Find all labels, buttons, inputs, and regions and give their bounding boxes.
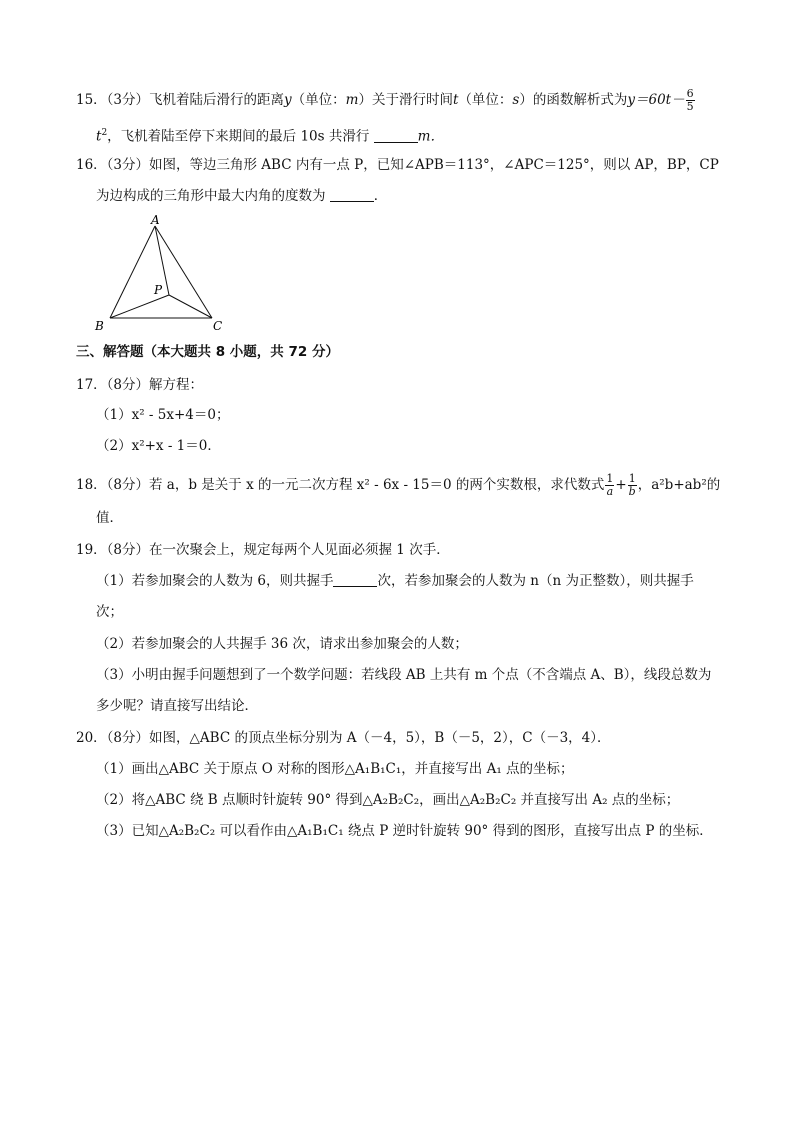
q15-var-t: t — [452, 92, 459, 108]
q15-unit-s: s — [512, 92, 520, 108]
q19-item1-text-b: 次，若参加聚会的人数为 n（n 为正整数），则共握手 — [377, 573, 694, 589]
q18-frac1-num: 1 — [606, 472, 614, 485]
q18-frac2-num: 1 — [628, 472, 636, 485]
q15-line2-t: t — [96, 128, 102, 145]
q15-line2 — [96, 124, 444, 146]
q17-item1: （1）x² - 5x+4＝0； — [96, 407, 230, 423]
edge-ab — [110, 226, 155, 318]
q15-line2-text: ，飞机着陆至停下来期间的最后 10s 共滑行 — [107, 128, 374, 145]
label-b: B — [95, 319, 104, 333]
q15-line1 — [76, 88, 696, 113]
q18-frac2-den: b — [628, 485, 636, 498]
q18-text-b: ，a²b+ab²的 — [637, 477, 721, 493]
q19-answer-blank[interactable] — [333, 574, 377, 587]
q15-line2-end: m． — [417, 128, 444, 145]
q19-item1-cont: 次； — [96, 604, 123, 620]
q15-line2-exp: 2 — [101, 128, 108, 138]
q15-unit-m: m — [345, 92, 359, 108]
label-c: C — [213, 319, 223, 333]
segment-cp — [169, 295, 212, 318]
q19-item3-cont: 多少呢？请直接写出结论． — [96, 698, 258, 714]
q18-frac1-den: a — [606, 485, 614, 498]
q19-item1-text-a: （1）若参加聚会的人数为 6，则共握手 — [96, 573, 334, 589]
q18-line1 — [76, 473, 720, 498]
q18-frac2 — [628, 473, 637, 498]
q15-text-d: （单位： — [458, 92, 513, 108]
q15-text-e: ）的函数解析式为 — [519, 92, 628, 108]
q20-item1: （1）画出△ABC 关于原点 O 对称的图形△A₁B₁C₁，并直接写出 A₁ 点的坐标； — [96, 761, 574, 777]
q17-item2: （2）x²+x - 1＝0． — [96, 438, 221, 454]
q18-text-a: 18．（8分）若 a，b 是关于 x 的一元二次方程 x² - 6x - 15＝0 的两个实数根，求代数式 — [76, 477, 605, 493]
q19-item3: （3）小明由握手问题想到了一个数学问题：若线段 AB 上共有 m 个点（不含端点 A、B），线段总数为 — [96, 667, 712, 683]
q15-text-b: （单位： — [291, 92, 346, 108]
q15-formula: y＝60t－ — [627, 92, 685, 108]
q15-text-c: ）关于滑行时间 — [358, 92, 453, 108]
section-title: 三、解答题（本大题共 8 小题，共 72 分） — [76, 344, 339, 360]
q15-fraction — [686, 88, 695, 113]
q18-plus: + — [615, 477, 627, 493]
edge-ac — [155, 226, 212, 318]
q18-frac1 — [605, 473, 614, 498]
q20-title: 20．（8分）如图，△ABC 的顶点坐标分别为 A（－4，5），B（－5，2），C（－3，4）． — [76, 730, 611, 746]
q15-frac-den: 5 — [686, 100, 694, 113]
q18-line2: 值． — [96, 510, 123, 526]
q16-answer-blank[interactable] — [330, 189, 374, 202]
label-a: A — [151, 213, 160, 227]
q15-answer-blank[interactable] — [374, 130, 418, 143]
q16-line2-text: 为边构成的三角形中最大内角的度数为 — [96, 188, 330, 204]
q15-text-a: 15．（3分）飞机着陆后滑行的距离 — [76, 92, 285, 108]
q16-line2-end: ． — [373, 188, 388, 204]
q19-item2: （2）若参加聚会的人共握手 36 次，请求出参加聚会的人数； — [96, 636, 468, 652]
q19-item1 — [96, 572, 694, 590]
q16-triangle-figure — [90, 212, 240, 334]
q19-title: 19．（8分）在一次聚会上，规定每两个人见面必须握 1 次手． — [76, 542, 450, 558]
label-p: P — [154, 283, 163, 297]
q16-line2 — [96, 187, 387, 205]
q15-var-y: y — [284, 92, 292, 108]
q15-frac-num: 6 — [686, 87, 694, 100]
segment-bp — [110, 295, 169, 318]
q20-item3: （3）已知△A₂B₂C₂ 可以看作由△A₁B₁C₁ 绕点 P 逆时针旋转 90° 得到的图形，直接写出点 P 的坐标． — [96, 823, 713, 839]
q16-line1: 16．（3分）如图，等边三角形 ABC 内有一点 P，已知∠APB＝113°，∠APC＝125°，则以 AP，BP，CP — [76, 157, 719, 173]
q20-item2: （2）将△ABC 绕 B 点顺时针旋转 90° 得到△A₂B₂C₂，画出△A₂B₂C₂ 并直接写出 A₂ 点的坐标； — [96, 792, 680, 808]
q17-title: 17．（8分）解方程： — [76, 377, 204, 393]
